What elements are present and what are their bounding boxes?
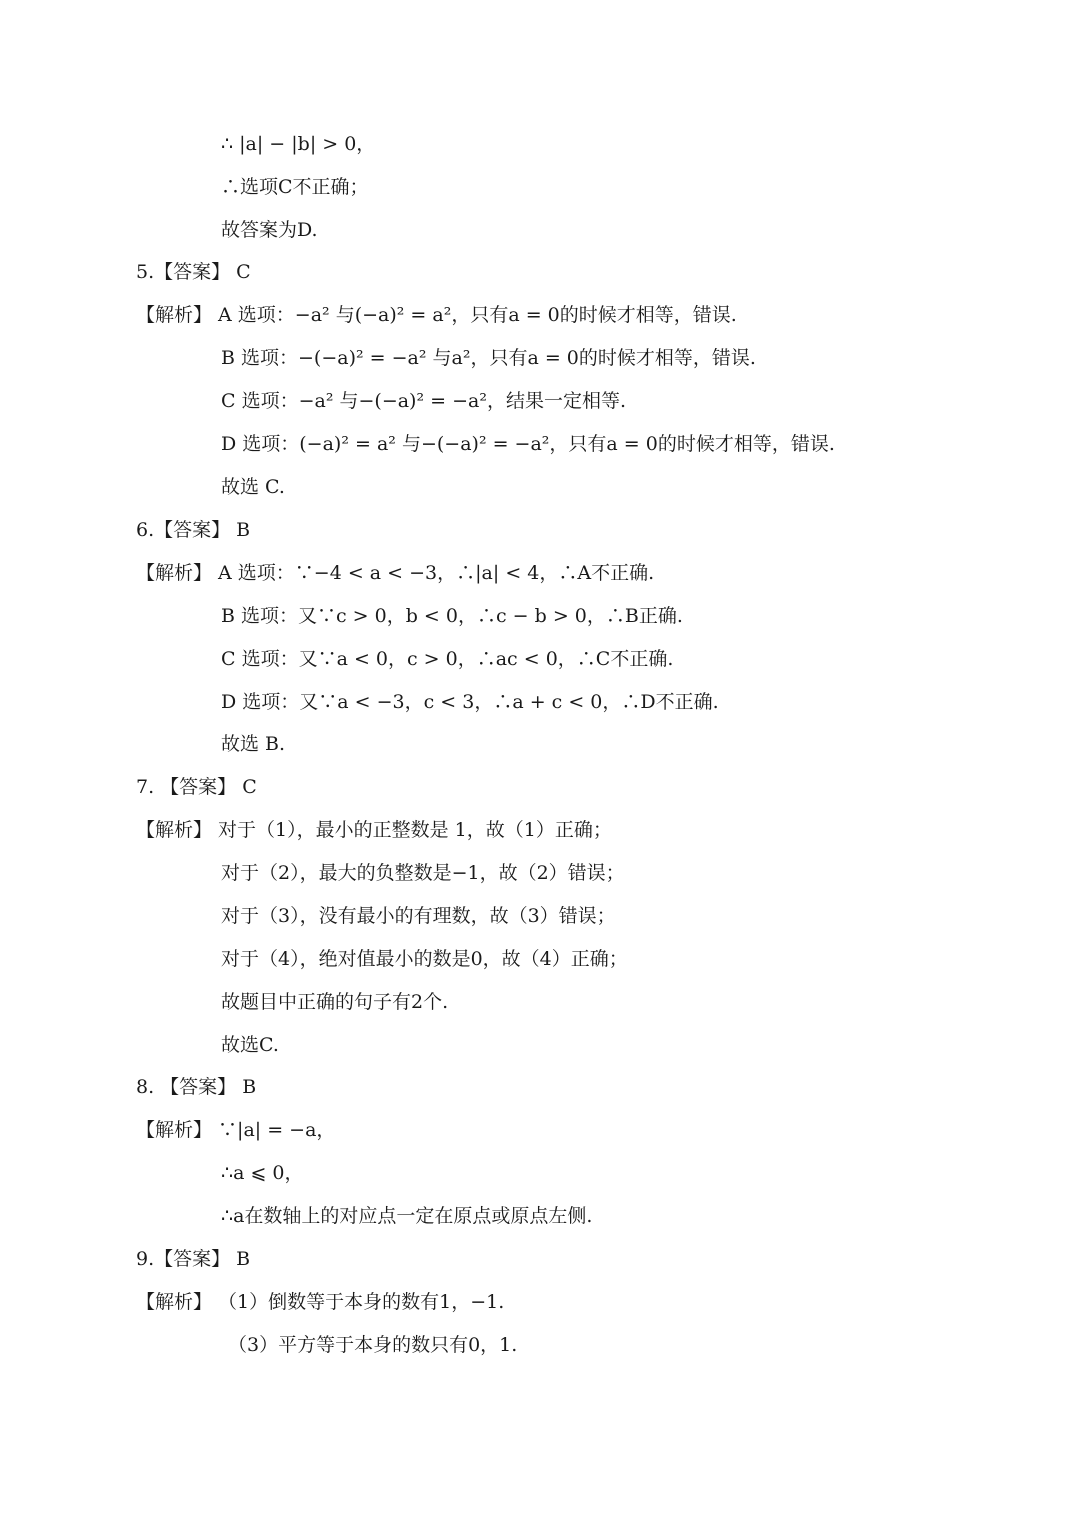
text-line: C 选项：−a² 与−(−a)² = −a²，结果一定相等. [221, 390, 626, 412]
text-line: 故题目中正确的句子有2个. [221, 991, 449, 1013]
analysis-line: 【解析】 A 选项：∵−4 < a < −3，∴|a| < 4，∴A不正确. [136, 562, 655, 584]
text-line: ∴选项C不正确； [221, 176, 369, 198]
answer-heading: 6.【答案】 B [136, 519, 251, 541]
answer-heading: 7. 【答案】 C [136, 776, 257, 798]
text-line: D 选项：又∵a < −3，c < 3，∴a + c < 0，∴D不正确. [221, 691, 719, 713]
answer-heading: 9.【答案】 B [136, 1248, 251, 1270]
text-line: B 选项：又∵c > 0，b < 0，∴c − b > 0，∴B正确. [221, 605, 683, 627]
text-line: 故选 B. [221, 733, 286, 755]
text-line: 故答案为D. [221, 219, 318, 241]
text-line: D 选项：(−a)² = a² 与−(−a)² = −a²，只有a = 0的时候才相等，错误. [221, 433, 835, 455]
text-line: 故选C. [221, 1034, 279, 1056]
text-line: ∴a ⩽ 0， [221, 1162, 304, 1184]
answer-heading: 8. 【答案】 B [136, 1076, 257, 1098]
analysis-line: 【解析】 ∵|a| = −a， [136, 1119, 336, 1141]
text-line: C 选项：又∵a < 0，c > 0，∴ac < 0，∴C不正确. [221, 648, 674, 670]
analysis-line: 【解析】 （1）倒数等于本身的数有1，−1. [136, 1291, 505, 1313]
text-line: 对于（3），没有最小的有理数，故（3）错误； [221, 905, 616, 927]
analysis-line: 【解析】 A 选项：−a² 与(−a)² = a²，只有a = 0的时候才相等，错误. [136, 304, 737, 326]
text-line: B 选项：−(−a)² = −a² 与a²，只有a = 0的时候才相等，错误. [221, 347, 756, 369]
text-line: 对于（4），绝对值最小的数是0，故（4）正确； [221, 948, 628, 970]
text-line: ∴ |a| − |b| > 0， [221, 133, 376, 155]
text-line: （3）平方等于本身的数只有0，1. [228, 1334, 518, 1356]
analysis-line: 【解析】 对于（1），最小的正整数是 1，故（1）正确； [136, 819, 612, 841]
text-line: 对于（2），最大的负整数是−1，故（2）错误； [221, 862, 625, 884]
answer-heading: 5.【答案】 C [136, 261, 251, 283]
text-line: ∴a在数轴上的对应点一定在原点或原点左侧. [221, 1205, 593, 1227]
text-line: 故选 C. [221, 476, 285, 498]
